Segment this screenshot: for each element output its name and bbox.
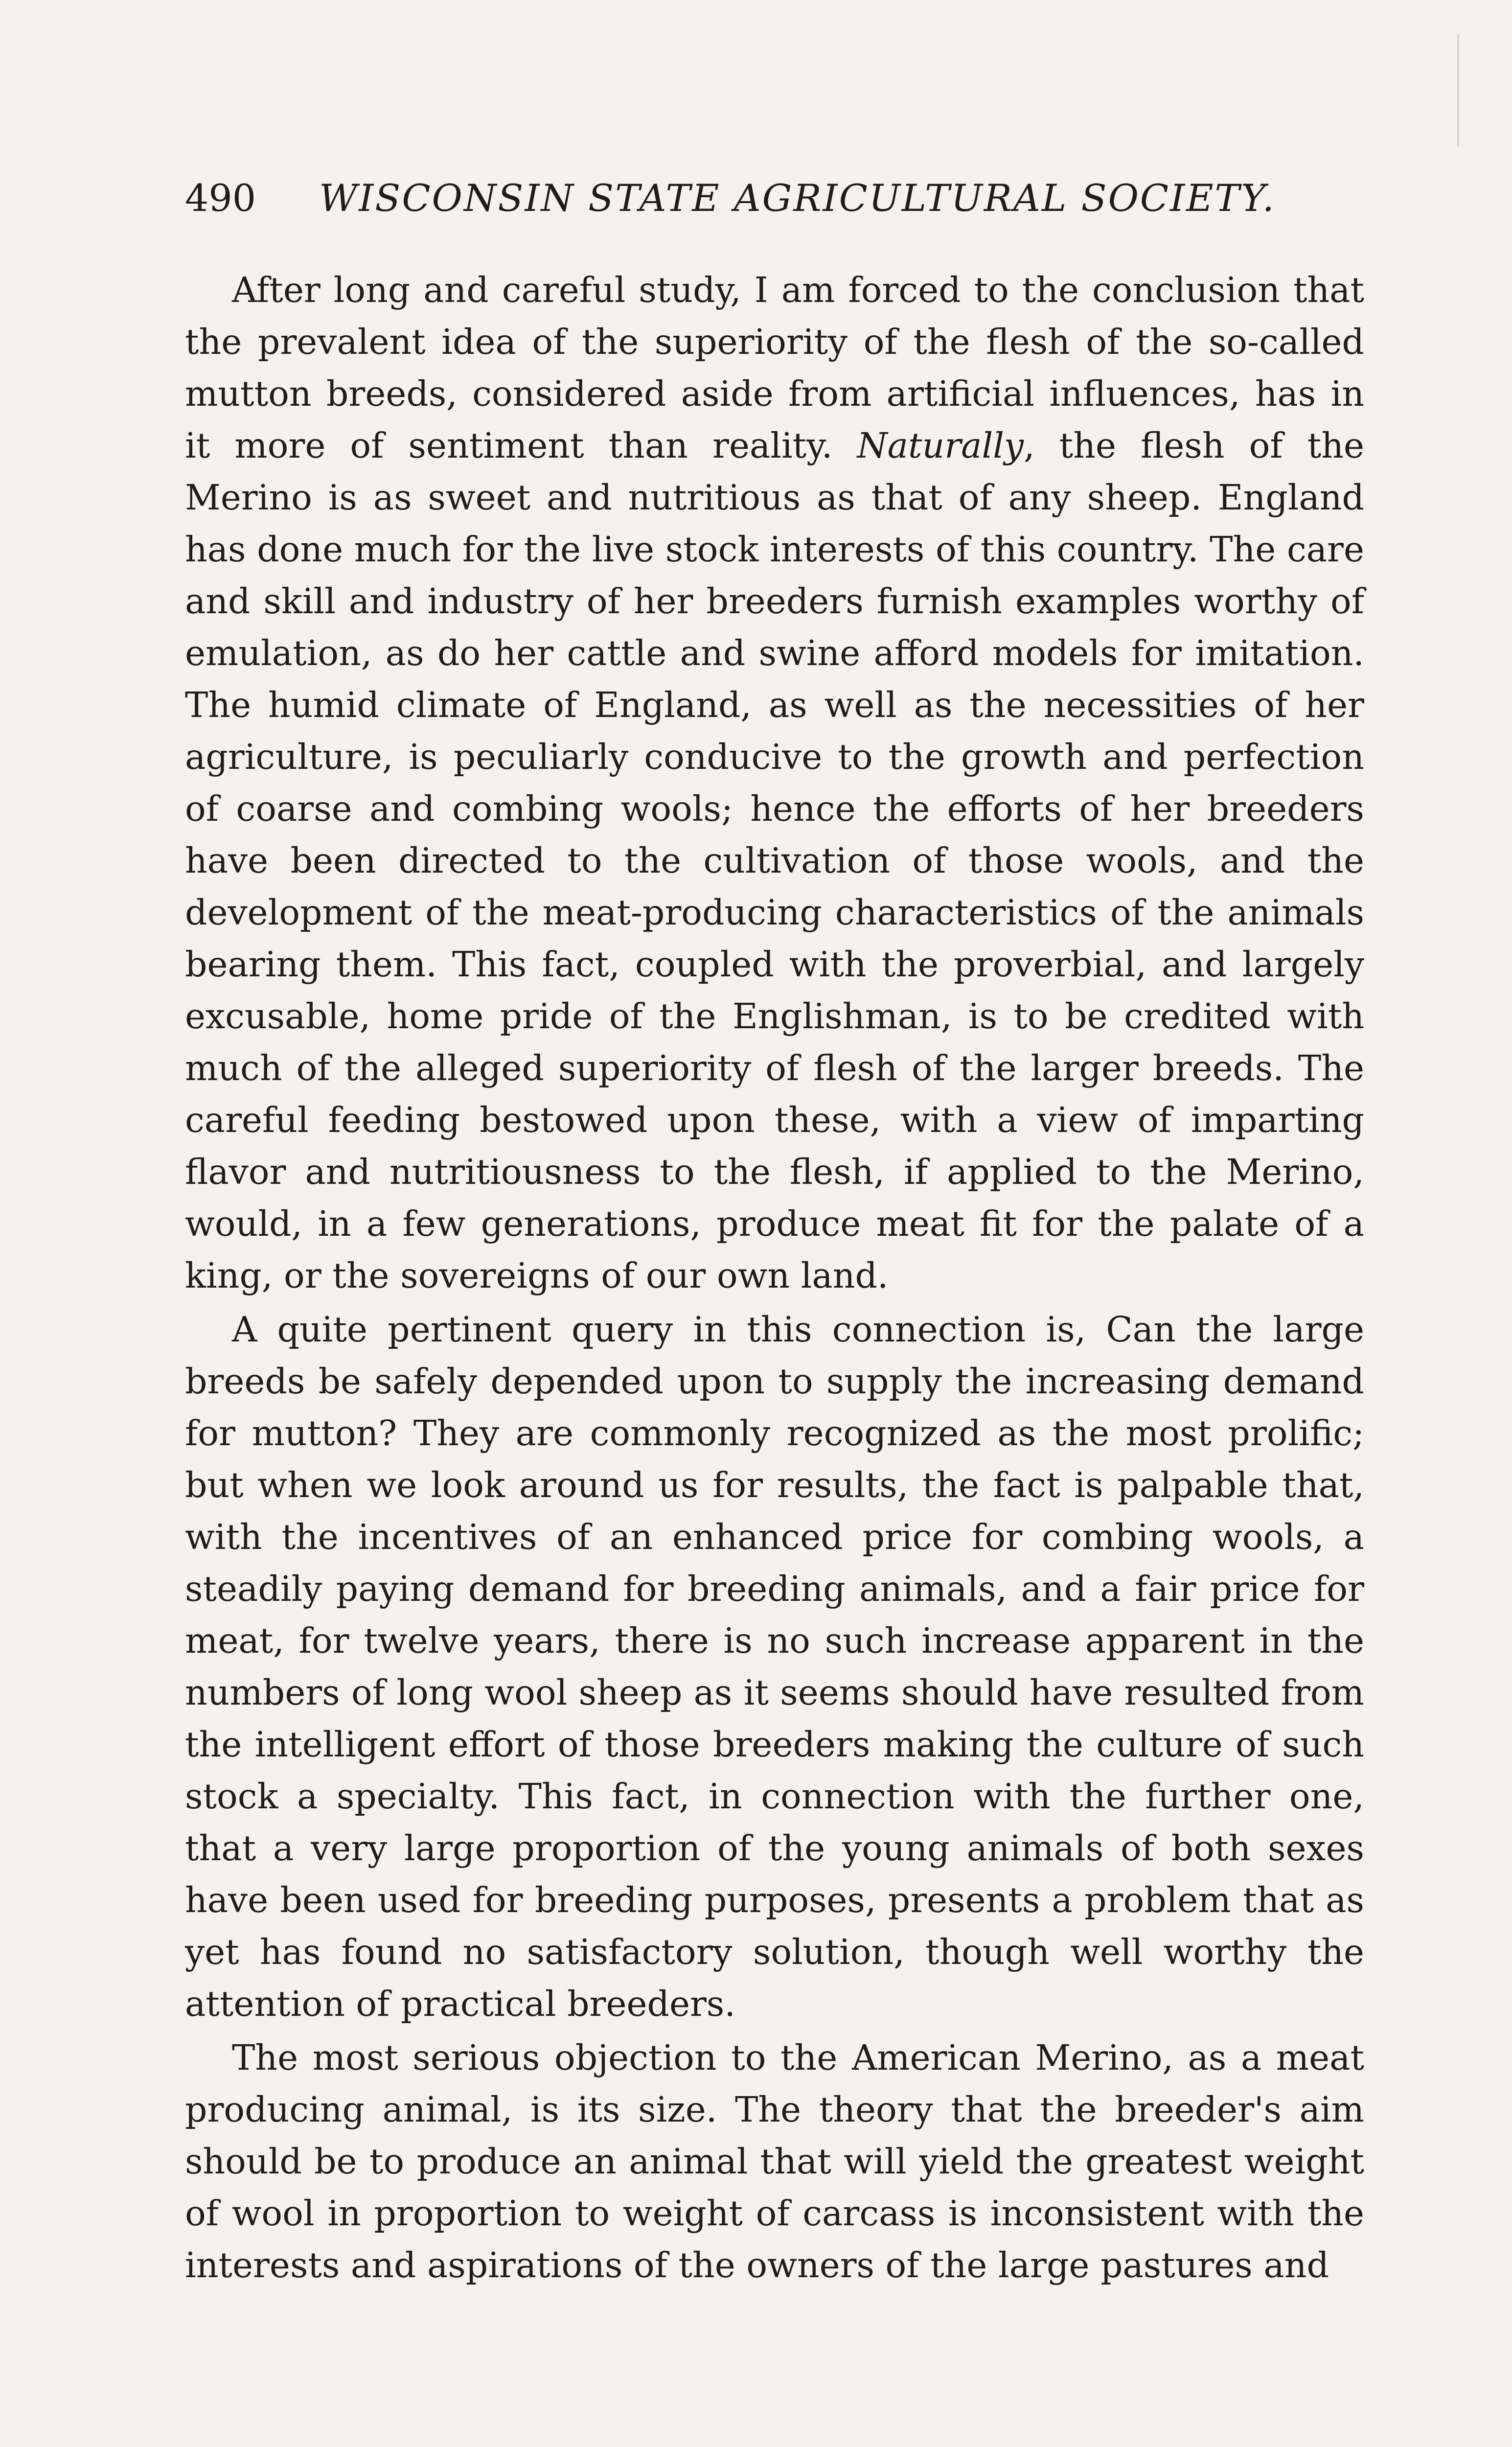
paragraph-1-italic-word: Naturally	[857, 425, 1024, 466]
paragraph-1-text-b: , the flesh of the Merino is as sweet and nutritious as that of any sheep. England has done much for the live stock interests of this country. The care and skill and industry of her breeders furnish examples worthy of emulation, as do her cattle and swine afford models for imitation. The humid climate of England, as well as the necessities of her agriculture, is peculiarly conducive to the growth and perfection of coarse and combing wools; hence the efforts of her breeders have been directed to the cultivation of those wools, and the development of the meat-producing characteristics of the animals bearing them. This fact, coupled with the proverbial, and largely excusable, home pride of the Englishman, is to be credited with much of the alleged superiority of flesh of the larger breeds. The careful feeding bestowed upon these, with a view of imparting flavor and nutritiousness to the flesh, if applied to the Merino, would, in a few generations, produce meat fit for the palate of a king, or the sovereigns of our own land.	[185, 425, 1364, 1296]
body-text	[185, 264, 1364, 2320]
running-head: WISCONSIN STATE AGRICULTURAL SOCIETY.	[319, 176, 1276, 220]
scan-edge-mark	[1457, 34, 1459, 147]
page-number: 490	[185, 176, 256, 220]
paragraph-1	[185, 264, 1364, 1302]
paragraph-1-text-a: After long and careful study, I am forced to the conclusion that the prevalent idea of the superiority of the flesh of the so-called mutton breeds, considered aside from artificial influences, has in it more of sentiment than reality.	[185, 270, 1364, 466]
paragraph-3: The most serious objection to the American Merino, as a meat producing animal, is its size. The theory that the breeder's aim should be to produce an animal that will yield the greatest weight of wool in proportion to weight of carcass is inconsistent with the interests and aspirations of the owners of the large pastures and	[185, 2037, 1364, 2285]
page-header	[185, 166, 1379, 230]
paragraph-2: A quite pertinent query in this connection is, Can the large breeds be safely depended upon to supply the increasing demand for mutton? They are commonly recognized as the most prolific; but when we look around us for results, the fact is palpable that, with the incentives of an enhanced price for combing wools, a steadily paying demand for breeding animals, and a fair price for meat, for twelve years, there is no such increase apparent in the numbers of long wool sheep as it seems should have resulted from the intelligent effort of those breeders making the culture of such stock a specialty. This fact, in connection with the further one, that a very large proportion of the young animals of both sexes have been used for breeding purposes, presents a problem that as yet has found no satisfactory solution, though well worthy the attention of practical breeders.	[185, 1309, 1364, 2024]
